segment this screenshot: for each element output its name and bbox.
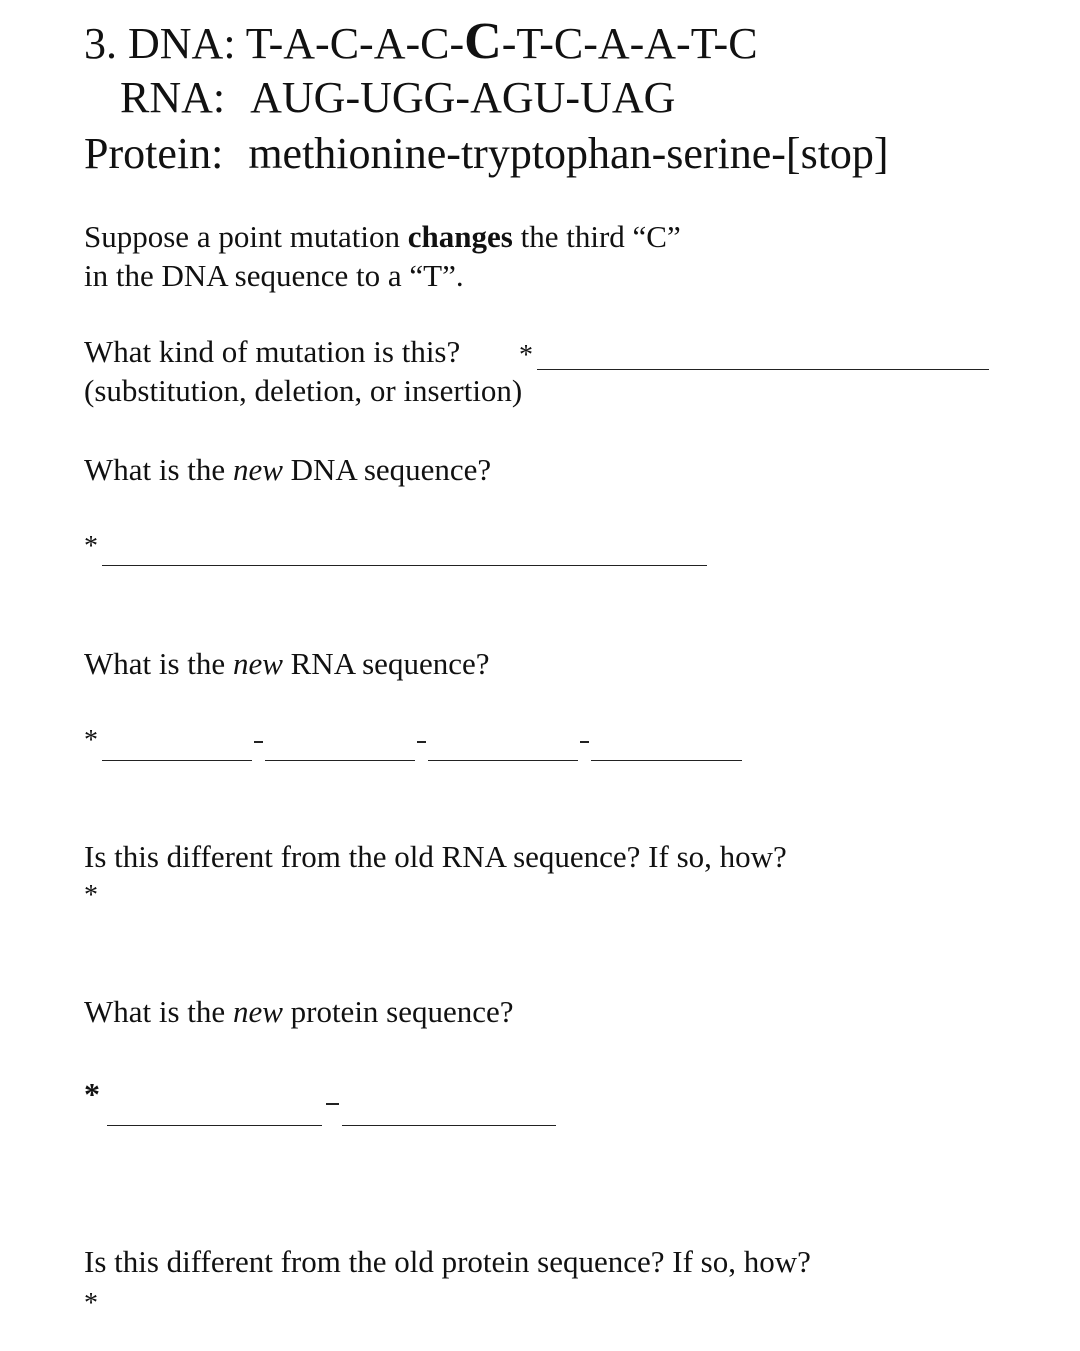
answer-line-codon-4[interactable] (591, 760, 742, 761)
required-asterisk: * (84, 725, 98, 756)
answer-line-codon-1[interactable] (102, 760, 252, 761)
answer-line-amino-acid-2[interactable] (342, 1125, 556, 1126)
question-emphasis: new (232, 646, 283, 681)
question-protein-difference: Is this different from the old protein sequence? If so, how? (84, 1244, 811, 1279)
question-number: 3. (84, 19, 117, 68)
question-text-end: DNA sequence? (282, 452, 492, 487)
dna-line (84, 13, 758, 70)
prompt-text-end: the third “C” (512, 219, 681, 254)
codon-separator (417, 741, 426, 743)
question-mutation-kind: What kind of mutation is this? (84, 334, 461, 369)
required-asterisk: * (84, 531, 98, 562)
required-asterisk: * (519, 340, 533, 371)
question-new-rna (84, 645, 489, 683)
question-text-end: RNA sequence? (282, 646, 490, 681)
required-asterisk: * (84, 1076, 100, 1112)
question-new-dna (84, 451, 491, 489)
answer-line-codon-3[interactable] (428, 760, 578, 761)
answer-line-new-dna[interactable] (102, 565, 707, 566)
codon-separator (580, 741, 589, 743)
question-text: What is the (84, 994, 233, 1029)
rna-line (120, 72, 675, 124)
question-mutation-kind-hint: (substitution, deletion, or insertion) (84, 373, 523, 408)
rna-sequence: AUG-UGG-AGU-UAG (250, 73, 676, 122)
prompt-text: Suppose a point mutation (84, 219, 408, 254)
question-new-protein (84, 993, 514, 1031)
protein-sequence: methionine-tryptophan-serine-[stop] (248, 129, 889, 178)
question-text: What is the (84, 452, 233, 487)
dna-sequence-after: -T-C-A-A-T-C (501, 19, 758, 68)
codon-separator (254, 741, 263, 743)
answer-line-codon-2[interactable] (265, 760, 415, 761)
required-asterisk: * (84, 1288, 98, 1319)
question-rna-difference: Is this different from the old RNA sequence? If so, how? (84, 839, 787, 874)
rna-label: RNA: (120, 73, 226, 122)
question-emphasis: new (232, 994, 283, 1029)
answer-line-amino-acid-1[interactable] (107, 1125, 322, 1126)
question-text: What is the (84, 646, 233, 681)
answer-line-mutation-kind[interactable] (537, 369, 989, 370)
prompt-bold-word: changes (407, 219, 513, 254)
mutation-prompt-line-1 (84, 218, 681, 256)
dna-highlighted-base: C (464, 13, 502, 70)
question-text-end: protein sequence? (282, 994, 514, 1029)
protein-label: Protein: (84, 129, 224, 178)
required-asterisk: * (84, 880, 98, 911)
dna-sequence-before: T-A-C-A-C- (245, 19, 465, 68)
question-emphasis: new (232, 452, 283, 487)
dna-label: DNA: (128, 19, 236, 68)
amino-acid-separator (326, 1103, 339, 1105)
mutation-prompt-line-2: in the DNA sequence to a “T”. (84, 258, 464, 293)
protein-line (84, 128, 889, 180)
